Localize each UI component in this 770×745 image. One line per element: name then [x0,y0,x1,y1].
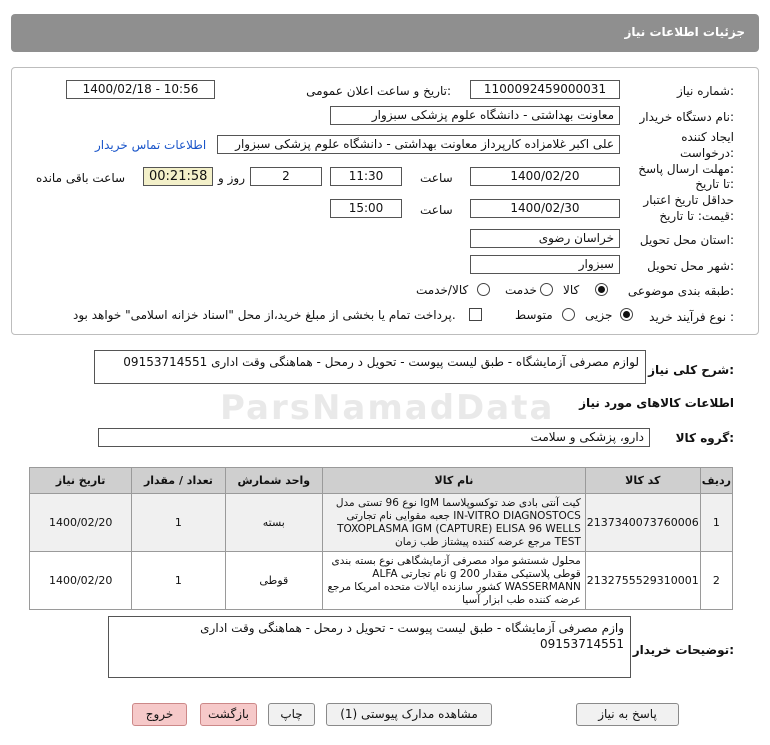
category-radio-goods[interactable] [595,283,608,296]
reply-button[interactable]: پاسخ به نیاز [576,703,679,726]
purchase-radio-medium[interactable] [562,308,575,321]
days-field: 2 [250,167,322,186]
validity-label-2: قیمت: تا تاریخ: [659,209,734,223]
row-unit: بسته [225,494,323,552]
announce-label: تاریخ و ساعت اعلان عمومی: [306,84,451,98]
category-radio-both[interactable] [477,283,490,296]
summary-label: شرح کلی نیاز: [648,363,734,377]
row-code: 2132755529310001 [585,552,700,610]
province-field: خراسان رضوی [470,229,620,248]
deadline-date-field: 1400/02/20 [470,167,620,186]
validity-time-field: 15:00 [330,199,402,218]
remaining-time-field: 00:21:58 [143,167,213,186]
print-button[interactable]: چاپ [268,703,315,726]
need-number-field: 1100092459000031 [470,80,620,99]
row-date: 1400/02/20 [30,552,132,610]
row-qty: 1 [132,494,225,552]
row-index: 1 [700,494,732,552]
deadline-label-2: تا تاریخ: [695,177,734,191]
back-button[interactable]: بازگشت [200,703,257,726]
row-date: 1400/02/20 [30,494,132,552]
city-label: شهر محل تحویل: [647,259,734,273]
treasury-payment-checkbox[interactable] [469,308,482,321]
col-header-date: تاریخ نیاز [30,468,132,494]
validity-label-1: حداقل تاریخ اعتبار [643,193,734,207]
buyer-org-field: معاونت بهداشتی - دانشگاه علوم پزشکی سبزوار [330,106,620,125]
purchase-radio-minor[interactable] [620,308,633,321]
table-row [30,494,733,552]
creator-label-2: درخواست: [680,146,734,160]
buyer-notes-label: توضیحات خریدار: [632,643,734,657]
need-number-label: شماره نیاز: [676,84,734,98]
validity-time-label: ساعت [420,203,453,217]
col-header-index: ردیف [700,468,732,494]
days-label: روز و [218,171,245,185]
purchase-label: نوع فرآیند خرید : [649,310,734,324]
deadline-time-field: 11:30 [330,167,402,186]
watermark-text: ParsNamadData [220,388,555,428]
row-qty: 1 [132,552,225,610]
purchase-option-minor: جزیی [585,308,613,322]
deadline-time-label: ساعت [420,171,453,185]
goods-group-label: گروه کالا: [675,431,734,445]
city-field: سبزوار [470,255,620,274]
table-header-row [30,468,733,494]
deadline-label-1: مهلت ارسال پاسخ: [638,162,734,176]
creator-field: علی اکبر غلامزاده کارپرداز معاونت بهداشتی - دانشگاه علوم پزشکی سبزوار [217,135,620,154]
row-unit: قوطی [225,552,323,610]
category-option-goods: کالا [563,283,580,297]
announce-field: 1400/02/18 - 10:56 [66,80,215,99]
buyer-notes-field: وازم مصرفی آزمایشگاه - طبق لیست پیوست - تحویل د رمحل - هماهنگی وقت اداری 09153714551 [108,616,631,678]
page-header [11,14,759,52]
col-header-code: کد کالا [585,468,700,494]
row-index: 2 [700,552,732,610]
category-option-service: خدمت [505,283,537,297]
items-table [29,467,733,610]
category-radio-service[interactable] [540,283,553,296]
buyer-org-label: نام دستگاه خریدار: [639,110,734,124]
exit-button[interactable]: خروج [132,703,187,726]
purchase-option-medium: متوسط [515,308,553,322]
table-row [30,552,733,610]
treasury-payment-note: پرداخت تمام یا بخشی از مبلغ خرید،از محل "اسناد خزانه اسلامی" خواهد بود. [73,308,456,322]
category-label: طبقه بندی موضوعی: [627,284,734,298]
view-attachments-button[interactable]: مشاهده مدارک پیوستی (1) [326,703,492,726]
goods-group-field: دارو، پزشکی و سلامت [98,428,650,447]
col-header-unit: واحد شمارش [225,468,323,494]
province-label: استان محل تحویل: [639,233,734,247]
row-name: محلول شستشو مواد مصرفی آزمایشگاهی نوع بسته بندی قوطی پلاستیکی مقدار 200 g نام تجارتی ALFA WASSERMANN کشور سازنده ایالات متحده امریکا مرجع عرضه کننده طب ابزار آسیا [323,552,586,610]
row-name: کیت آنتی بادی ضد توکسوپلاسما IgM نوع 96 تستی مدل IN-VITRO DIAGNOSTOCS جعبه مقوایی نام تجارتی TOXOPLASMA IGM (CAPTURE) ELISA 96 WELLS TEST مرجع عرضه کننده پیشتاز طب زمان [323,494,586,552]
col-header-qty: تعداد / مقدار [132,468,225,494]
row-code: 2137340073760006 [585,494,700,552]
summary-field: لوازم مصرفی آزمایشگاه - طبق لیست پیوست - تحویل د رمحل - هماهنگی وقت اداری 09153714551 [94,350,646,384]
buyer-contact-link[interactable]: اطلاعات تماس خریدار [95,138,207,152]
category-option-both: کالا/خدمت [416,283,469,297]
page-title: جزئیات اطلاعات نیاز [624,25,745,39]
creator-label-1: ایجاد کننده [681,130,734,144]
remaining-label: ساعت باقی مانده [36,171,126,185]
col-header-name: نام کالا [323,468,586,494]
items-section-title: اطلاعات کالاهای مورد نیاز [579,396,734,410]
validity-date-field: 1400/02/30 [470,199,620,218]
